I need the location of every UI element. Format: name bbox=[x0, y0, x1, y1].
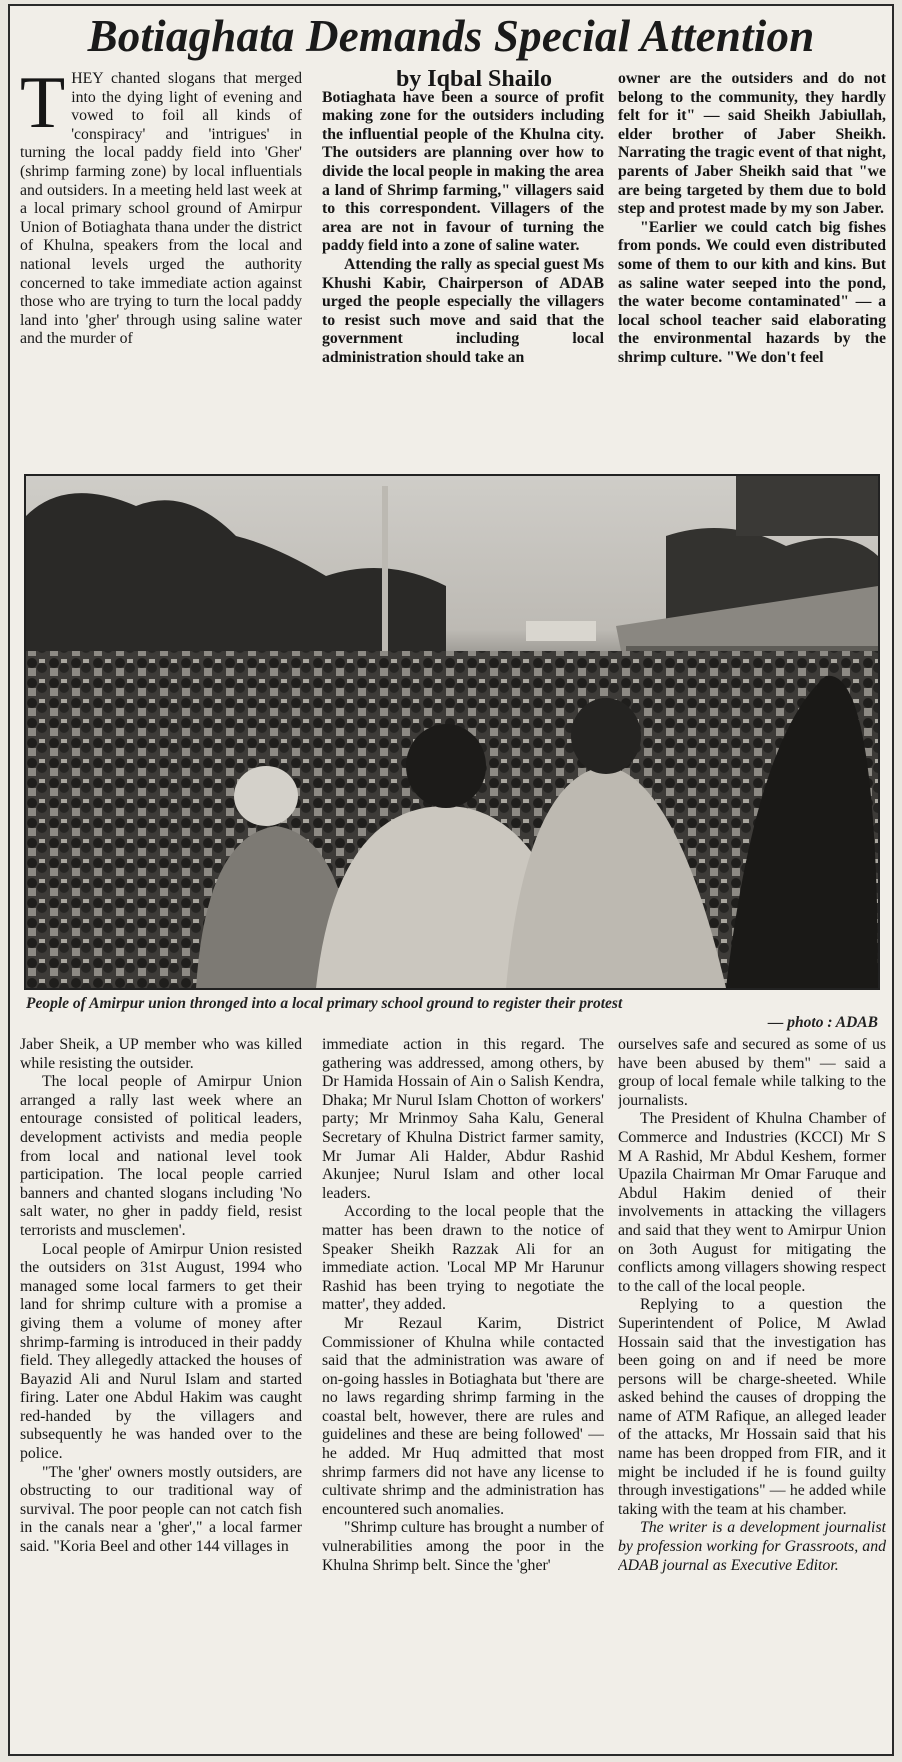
paragraph: "Earlier we could catch big fishes from ponds. We could even distributed some of them to our kith and kins. But as saline water seeped into the pond, the water become contaminated" — a local school teacher said elaborating the environmental hazards by the shrimp culture. "We don't feel bbox=[618, 218, 886, 366]
paragraph: owner are the outsiders and do not belong to the community, they hardly felt for it" — said Sheikh Jabiullah, elder brother of Jaber Sheikh. Narrating the tragic event of that night, parents of Jaber Sheikh said that "we are being targeted by them due to bold step and protest made by my son Jaber. bbox=[618, 70, 886, 218]
caption-text: People of Amirpur union thronged into a local primary school ground to register their protest bbox=[26, 995, 623, 1012]
paragraph: According to the local people that the matter has been drawn to the notice of Speaker Sheikh Razzak Ali for an immediate action. 'Local MP Mr Harunur Rashid has been trying to negotiate the matter', they added. bbox=[322, 1203, 604, 1314]
bottom-column-1 bbox=[20, 1036, 302, 1752]
paragraph: Replying to a question the Superintendent of Police, M Awlad Hossain said that the investigation has been going on and if need be more persons will be charge-sheeted. While asked behind the causes of dropping the name of ATM Rafique, an alleged leader of the attacks, Mr Hossain said that his name has been dropped from FIR, and it might be included if he is found guilty through investigations" — he added while taking with the team at his chamber. bbox=[618, 1296, 886, 1518]
paragraph: Botiaghata have been a source of profit making zone for the outsiders including the influential people of the Khulna city. The outsiders are planning over how to divide the local people in making the area a land of Shrimp farming," villagers said to this correspondent. Villagers of the area are not in favour of turning the paddy field into a zone of saline water. bbox=[322, 88, 604, 255]
paragraph: "Shrimp culture has brought a number of vulnerabilities among the poor in the Khulna Shrimp belt. Since the 'gher' bbox=[322, 1519, 604, 1574]
newspaper-clipping bbox=[8, 4, 894, 1756]
drop-cap: T bbox=[20, 70, 66, 144]
lead-paragraph: THEY chanted slogans that merged into the dying light of evening and vowed to foil all kinds of 'conspiracy' and 'intrigues' in turning the local paddy field into 'Gher' (shrimp farming zone) by local influentials and outsiders. In a meeting held last week at a local primary school ground of Amirpur Union of Botiaghata thana under the district of Khulna, speakers from the local and national levels urged the authority concerned to take immediate action against those who are trying to turn the local paddy land into 'gher' through using saline water and the murder of bbox=[20, 70, 302, 348]
paragraph: The local people of Amirpur Union arranged a rally last week where an entourage consisted of political leaders, development activists and media people from local and national level took participation. The local people carried banners and chanted slogans including 'No salt water, no gher in paddy field, resist terrorists and musclemen'. bbox=[20, 1073, 302, 1239]
paragraph: Jaber Sheik, a UP member who was killed while resisting the outsider. bbox=[20, 1036, 302, 1072]
paragraph: Local people of Amirpur Union resisted the outsiders on 31st August, 1994 who managed some local farmers to get their land for shrimp culture with a promise a giving them a volume of money after shrimp-farming is introduced in their paddy field. They allegedly attacked the houses of Bayazid Ali and Nurul Islam and started firing. Later one Abdul Hakim was caught red-handed by the villagers and subsequently he was handed over to the police. bbox=[20, 1240, 302, 1463]
rally-photo bbox=[24, 474, 880, 990]
photo-caption bbox=[26, 994, 878, 1032]
paragraph: "The 'gher' owners mostly outsiders, are obstructing to our traditional way of survival. The poor people can not catch fish in the canals near a 'gher'," a local farmer said. "Koria Beel and other 144 villages in bbox=[20, 1463, 302, 1556]
photo-credit: — photo : ADAB bbox=[767, 1014, 878, 1031]
paragraph: The President of Khulna Chamber of Commerce and Industries (KCCI) Mr S M A Rashid, Mr Abdul Keshem, former Upazila Chairman Mr Omar Faruque and Abdul Hakim denied of their involvements in attacking the villagers and said that they went to Amirpur Union on 3oth August for mitigating the conflicts among villagers showing respect to the call of the local people. bbox=[618, 1110, 886, 1295]
paragraph: immediate action in this regard. The gathering was addressed, among others, by Dr Hamida Hossain of Ain o Salish Kendra, Dhaka; Mr Nurul Islam Chotton of workers' party; Mr Mrinmoy Saha Kalu, General Secretary of Khulna District farmer samity, Mr Jumar Ali Halder, Abdur Rashid Akunjee; Nurul Islam and other local leaders. bbox=[322, 1036, 604, 1202]
byline: by Iqbal Shailo bbox=[395, 70, 553, 92]
paragraph: Attending the rally as special guest Ms Khushi Kabir, Chairperson of ADAB urged the people especially the villagers to resist such move and said that the government including local administration should take an bbox=[322, 255, 604, 366]
bottom-column-3 bbox=[618, 1036, 886, 1752]
top-column-2 bbox=[322, 70, 604, 468]
paragraph: Mr Rezaul Karim, District Commissioner of Khulna while contacted said that the administration was aware of on-going hassles in Botiaghata but 'there are no laws regarding shrimp farming in the coastal belt, however, there are rules and guidelines and these are being followed' — he added. Mr Huq admitted that most shrimp farmers did not have any license to cultivate shrimp and the administration has encountered such anomalies. bbox=[322, 1314, 604, 1518]
paragraph: ourselves safe and secured as some of us have been abused by them" — said a group of local female while talking to the journalists. bbox=[618, 1036, 886, 1109]
headline: Botiaghata Demands Special Attention bbox=[87, 11, 815, 61]
top-column-1 bbox=[20, 70, 302, 468]
crowd-photo-graphic bbox=[26, 476, 878, 988]
top-column-3 bbox=[618, 70, 886, 468]
author-note: The writer is a development journalist by profession working for Grassroots, and ADAB journal as Executive Editor. bbox=[618, 1519, 886, 1574]
bottom-column-2 bbox=[322, 1036, 604, 1752]
